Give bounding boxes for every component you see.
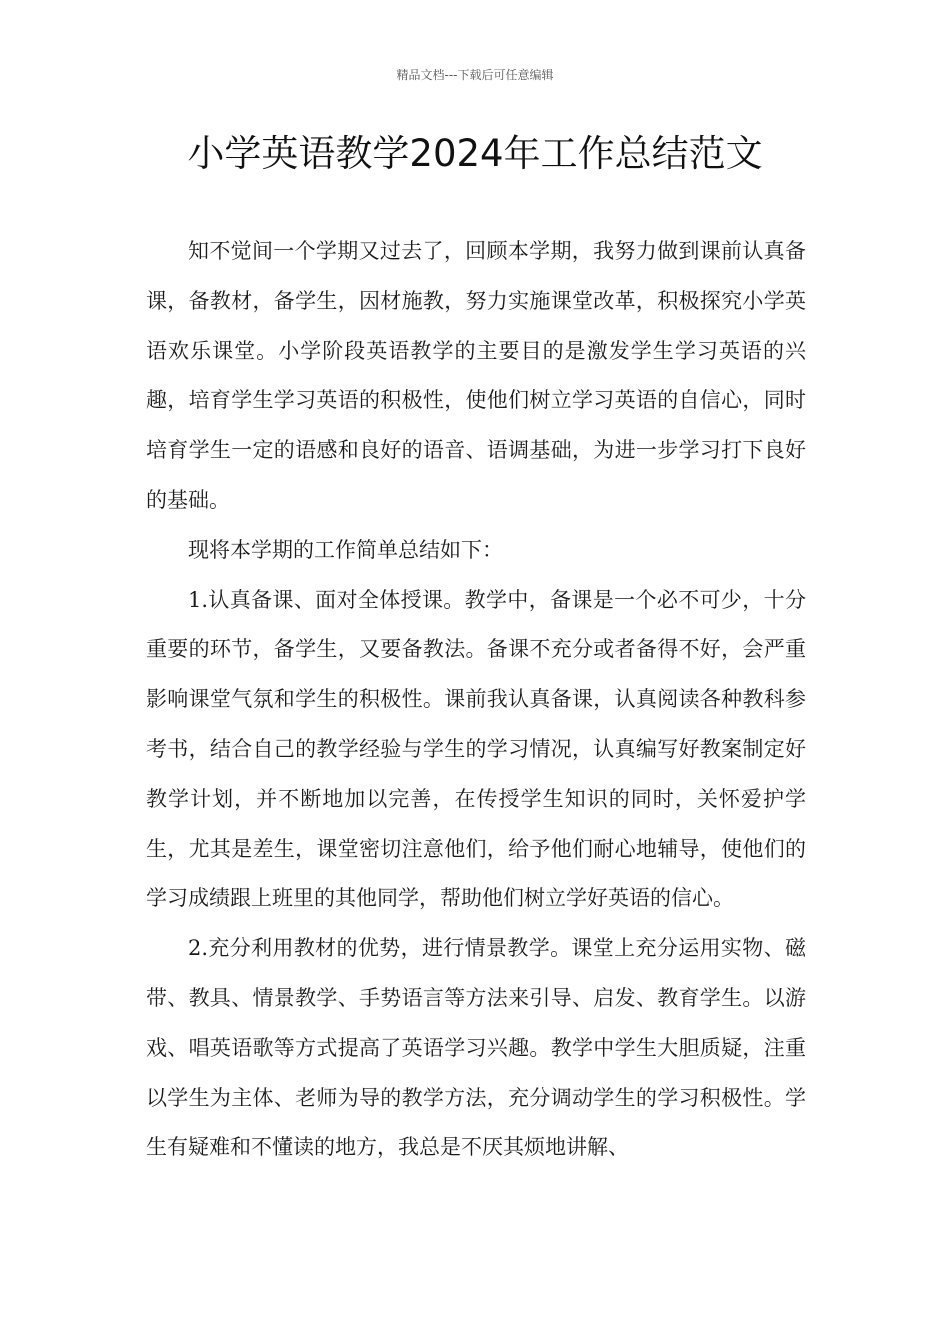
- paragraph-point-1: 1.认真备课、面对全体授课。教学中，备课是一个必不可少，十分重要的环节，备学生，又要备教法。备课不充分或者备得不好，会严重影响课堂气氛和学生的积极性。课前我认真备课，认真阅读各种教科参考书，结合自己的教学经验与学生的学习情况，认真编写好教案制定好教学计划，并不断地加以完善，在传授学生知识的同时，关怀爱护学生，尤其是差生，课堂密切注意他们，给予他们耐心地辅导，使他们的学习成绩跟上班里的其他同学，帮助他们树立学好英语的信心。: [146, 587, 806, 911]
- paragraph-point-2: 2.充分利用教材的优势，进行情景教学。课堂上充分运用实物、磁带、教具、情景教学、手势语言等方法来引导、启发、教育学生。以游戏、唱英语歌等方式提高了英语学习兴趣。教学中学生大胆质疑，注重以学生为主体、老师为导的教学方法，充分调动学生的学习积极性。学生有疑难和不懂读的地方，我总是不厌其烦地讲解、: [146, 936, 806, 1160]
- paragraph-summary-lead: 现将本学期的工作简单总结如下：: [188, 537, 503, 562]
- document-body: [146, 227, 806, 1173]
- header-note: 精品文档---下载后可任意编辑: [396, 68, 554, 82]
- paragraph-intro: 知不觉间一个学期又过去了，回顾本学期，我努力做到课前认真备课，备教材，备学生，因材施教，努力实施课堂改革，积极探究小学英语欢乐课堂。小学阶段英语教学的主要目的是激发学生学习英语的兴趣，培育学生学习英语的积极性，使他们树立学习英语的自信心，同时培育学生一定的语感和良好的语音、语调基础，为进一步学习打下良好的基础。: [146, 239, 806, 512]
- document-title: 小学英语教学2024年工作总结范文: [187, 132, 763, 175]
